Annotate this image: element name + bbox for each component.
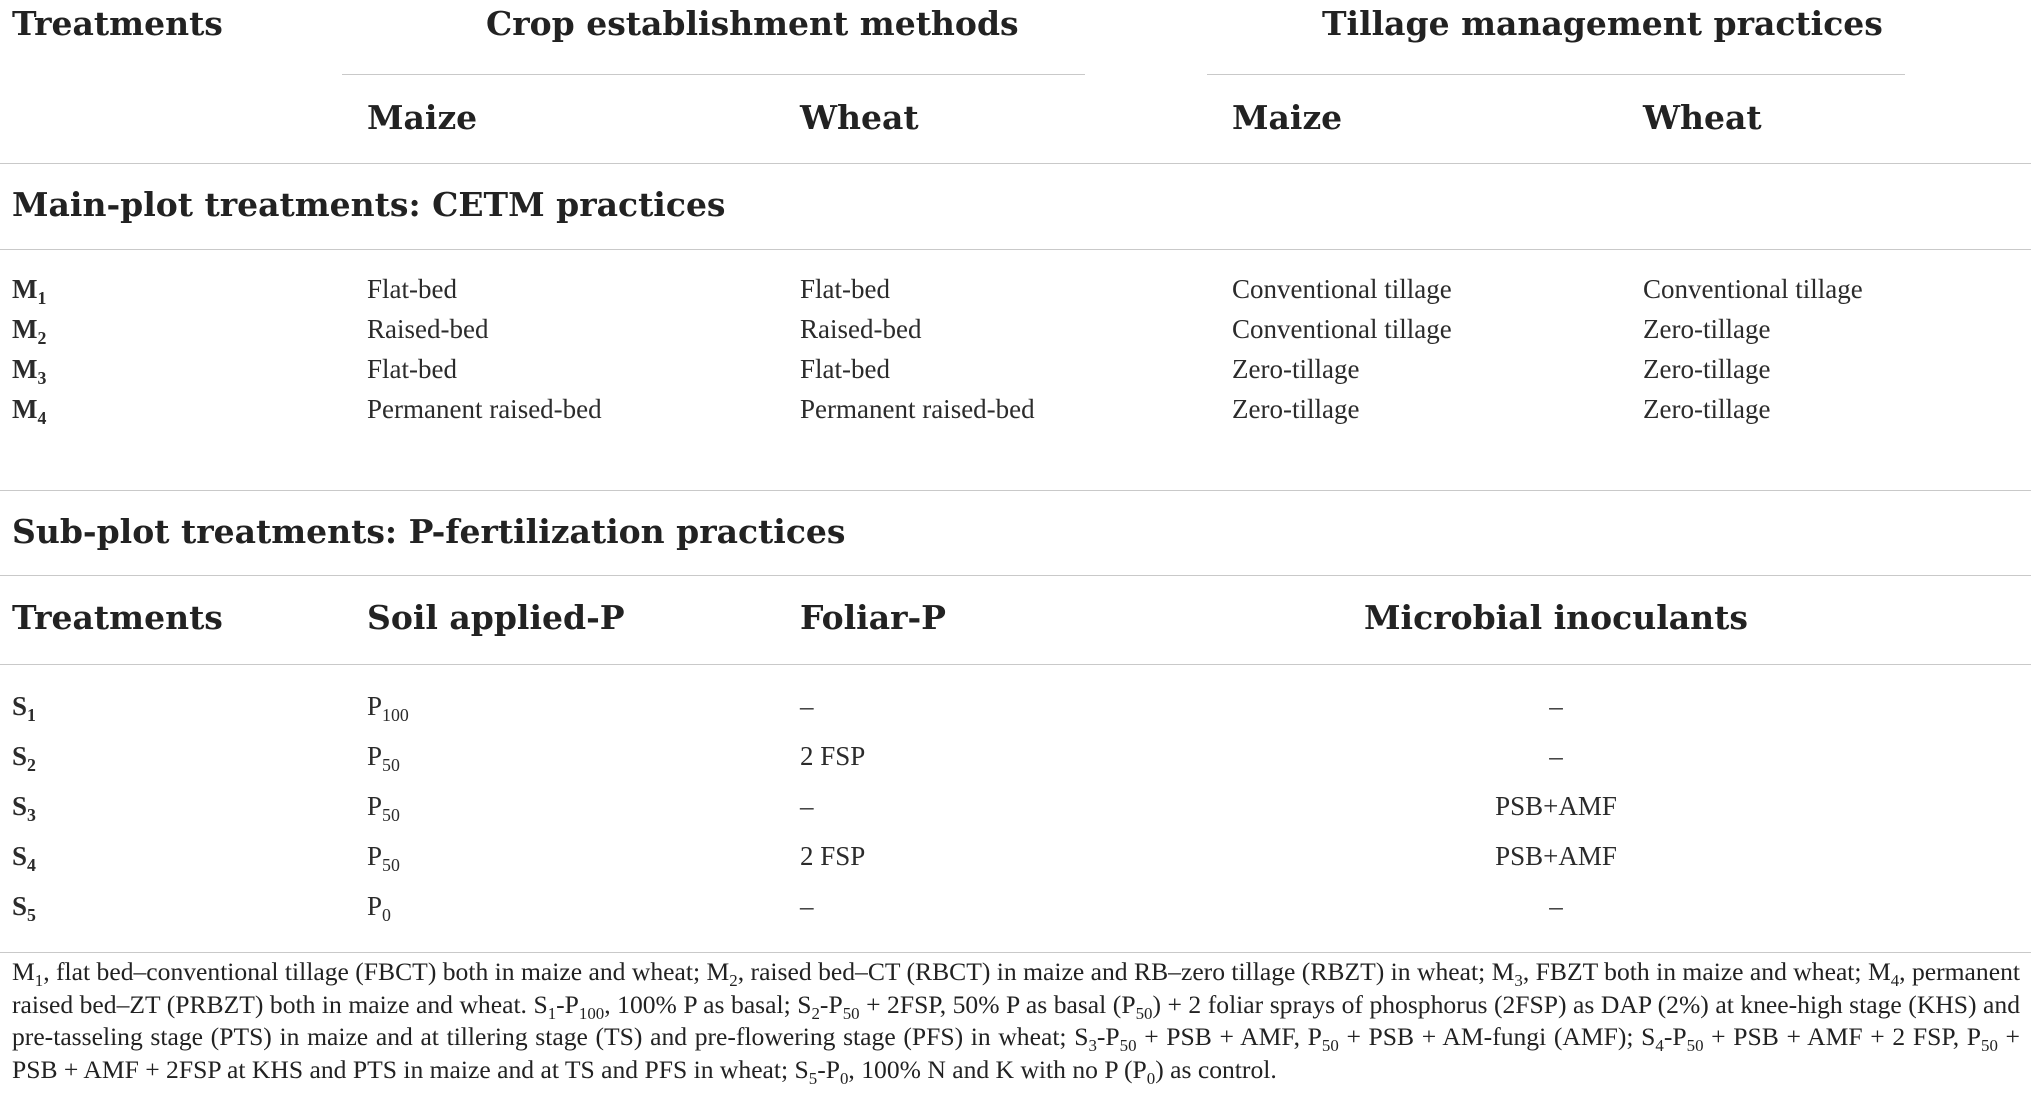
footnote-text: + PSB + AM-fungi (AMF); S xyxy=(1338,1022,1656,1051)
sub-row-id-text: S xyxy=(12,691,28,721)
footnote-subscript: 50 xyxy=(1119,1035,1137,1055)
sub-row-id xyxy=(12,691,36,726)
sub-row-id xyxy=(12,891,36,926)
sub-header-treatments: Treatments xyxy=(12,598,223,637)
footnote-text: -P xyxy=(1096,1022,1120,1051)
sub-row-soil-p-text: P xyxy=(367,791,383,821)
footnote-subscript: 1 xyxy=(34,970,44,990)
main-row-id-subscript: 3 xyxy=(37,368,47,389)
footnote-subscript: 50 xyxy=(1981,1035,1998,1055)
sub-row-id xyxy=(12,741,36,776)
sub-row-soil-p xyxy=(367,691,409,726)
sub-row-foliar-p: 2 FSP xyxy=(800,741,866,771)
footnote-text: + PSB + AMF + 2FSP at KHS and PTS in maize and at TS and PFS in wheat; S xyxy=(12,1022,2020,1084)
sub-row-id-subscript: 1 xyxy=(27,705,36,726)
footnote-subscript: 50 xyxy=(1321,1035,1339,1055)
sub-row-soil-p-subscript: 50 xyxy=(382,755,400,776)
header-tillage-management: Tillage management practices xyxy=(1322,4,1883,43)
sub-row-id-subscript: 2 xyxy=(27,755,36,776)
sub-row-id-text: S xyxy=(12,891,28,921)
main-row-id xyxy=(12,354,47,389)
sub-row-id-subscript: 5 xyxy=(27,905,36,926)
header-ce-maize: Maize xyxy=(367,98,478,137)
sub-row-microbial: – xyxy=(1549,891,1563,921)
footnote-text: -P xyxy=(819,989,843,1019)
main-row-tm-maize: Zero-tillage xyxy=(1232,354,1360,384)
sub-row-soil-p-subscript: 0 xyxy=(382,905,391,926)
footnote-text: + PSB + AMF, P xyxy=(1136,1022,1322,1051)
sub-row-soil-p-subscript: 50 xyxy=(382,805,400,826)
sub-header-foliar-p: Foliar-P xyxy=(800,598,946,637)
footnote-text: ) as control. xyxy=(1155,1054,1277,1084)
sub-header-soil-applied-p: Soil applied-P xyxy=(367,598,625,637)
main-row-id xyxy=(12,274,47,309)
group-rule-tillage xyxy=(1207,74,1905,75)
footnote-text: + PSB + AMF + 2 FSP, P xyxy=(1703,1022,1982,1051)
header-tm-wheat: Wheat xyxy=(1643,98,1762,137)
sub-section-title: Sub-plot treatments: P-fertilization practices xyxy=(12,512,846,551)
footnote-text: ) + 2 foliar sprays of phosphorus (2FSP) as DAP (2%) at knee-high stage (KHS) and pre-tasseling stage (PTS) in maize and at tillering stage (TS) and pre-flowering stage (PFS) in wheat; S xyxy=(12,989,2021,1051)
sub-row-id-text: S xyxy=(12,841,28,871)
sub-row-microbial: – xyxy=(1549,691,1563,721)
footnote-subscript: 100 xyxy=(578,1003,605,1023)
header-tm-maize: Maize xyxy=(1232,98,1343,137)
table-bottom-rule xyxy=(0,952,2031,953)
sub-row-soil-p-subscript: 50 xyxy=(382,855,400,876)
header-rule xyxy=(0,163,2031,164)
sub-header-rule xyxy=(0,664,2031,665)
sub-row-id-text: S xyxy=(12,741,28,771)
sub-row-soil-p xyxy=(367,791,400,826)
footnote-subscript: 3 xyxy=(1088,1035,1097,1055)
sub-row-microbial: – xyxy=(1549,741,1563,771)
footnote-text: , raised bed–CT (RBCT) in maize and RB–zero tillage (RBZT) in wheat; M xyxy=(737,957,1515,986)
sub-row-soil-p-text: P xyxy=(367,691,383,721)
main-row-id-subscript: 1 xyxy=(37,288,47,309)
main-row-ce-maize: Raised-bed xyxy=(367,314,489,344)
sub-row-id-text: S xyxy=(12,791,28,821)
sub-row-id xyxy=(12,841,36,876)
main-row-tm-wheat: Zero-tillage xyxy=(1643,314,1771,344)
footnote-subscript: 50 xyxy=(842,1003,860,1023)
table-footnote xyxy=(12,956,2020,1086)
main-row-id-text: M xyxy=(12,314,38,344)
main-row-tm-maize: Conventional tillage xyxy=(1232,274,1452,304)
sub-section-rule xyxy=(0,575,2031,576)
footnote-text: -P xyxy=(556,989,579,1019)
sub-row-id xyxy=(12,791,36,826)
sub-header-microbial-inoculants: Microbial inoculants xyxy=(1364,598,1748,637)
header-ce-wheat: Wheat xyxy=(800,98,919,137)
main-row-id-text: M xyxy=(12,354,38,384)
main-row-ce-wheat: Flat-bed xyxy=(800,274,890,304)
main-row-ce-wheat: Permanent raised-bed xyxy=(800,394,1035,424)
footnote-text: -P xyxy=(1663,1022,1687,1051)
main-row-tm-wheat: Conventional tillage xyxy=(1643,274,1863,304)
sub-row-soil-p-text: P xyxy=(367,741,383,771)
main-row-tm-wheat: Zero-tillage xyxy=(1643,394,1771,424)
main-row-ce-wheat: Flat-bed xyxy=(800,354,890,384)
footnote-subscript: 0 xyxy=(839,1068,849,1088)
footnote-subscript: 1 xyxy=(547,1003,557,1023)
sub-row-soil-p-subscript: 100 xyxy=(382,705,409,726)
main-row-ce-maize: Permanent raised-bed xyxy=(367,394,602,424)
header-treatments: Treatments xyxy=(12,4,223,43)
sub-row-foliar-p: 2 FSP xyxy=(800,841,866,871)
footnote-subscript: 4 xyxy=(1655,1035,1664,1055)
main-row-tm-maize: Zero-tillage xyxy=(1232,394,1360,424)
main-row-ce-maize: Flat-bed xyxy=(367,274,457,304)
footnote-text: M xyxy=(12,957,35,986)
footnote-text: , FBZT both in maize and wheat; M xyxy=(1522,957,1891,986)
sub-row-soil-p-text: P xyxy=(367,841,383,871)
sub-row-soil-p xyxy=(367,741,400,776)
sub-row-foliar-p: – xyxy=(800,791,814,821)
main-row-ce-wheat: Raised-bed xyxy=(800,314,922,344)
main-row-id-text: M xyxy=(12,394,38,424)
footnote-subscript: 5 xyxy=(808,1068,818,1088)
sub-row-microbial: PSB+AMF xyxy=(1495,841,1617,871)
footnote-text: , permanent raised bed–ZT (PRBZT) both in maize and wheat. S xyxy=(12,957,2020,1019)
footnote-subscript: 2 xyxy=(811,1003,820,1023)
main-row-id xyxy=(12,314,47,349)
main-row-ce-maize: Flat-bed xyxy=(367,354,457,384)
footnote-subscript: 0 xyxy=(1146,1068,1156,1088)
main-row-tm-maize: Conventional tillage xyxy=(1232,314,1452,344)
sub-row-soil-p xyxy=(367,841,400,876)
header-crop-establishment: Crop establishment methods xyxy=(486,4,1019,43)
sub-row-soil-p-text: P xyxy=(367,891,383,921)
footnote-subscript: 2 xyxy=(729,970,738,990)
footnote-text: + 2FSP, 50% P as basal (P xyxy=(859,989,1136,1019)
footnote-subscript: 50 xyxy=(1686,1035,1704,1055)
main-bottom-rule xyxy=(0,490,2031,491)
main-section-rule xyxy=(0,249,2031,250)
main-row-id-subscript: 4 xyxy=(37,408,47,429)
sub-row-microbial: PSB+AMF xyxy=(1495,791,1617,821)
main-row-tm-wheat: Zero-tillage xyxy=(1643,354,1771,384)
main-row-id-text: M xyxy=(12,274,38,304)
footnote-subscript: 4 xyxy=(1890,970,1900,990)
footnote-text: , 100% P as basal; S xyxy=(604,989,812,1019)
footnote-text: -P xyxy=(817,1054,840,1084)
sub-row-id-subscript: 4 xyxy=(27,855,36,876)
footnote-subscript: 3 xyxy=(1514,970,1523,990)
main-row-id-subscript: 2 xyxy=(37,328,47,349)
footnote-text: , 100% N and K with no P (P xyxy=(848,1054,1147,1084)
sub-row-foliar-p: – xyxy=(800,691,814,721)
sub-row-soil-p xyxy=(367,891,391,926)
footnote-subscript: 50 xyxy=(1135,1003,1153,1023)
sub-row-foliar-p: – xyxy=(800,891,814,921)
main-section-title: Main-plot treatments: CETM practices xyxy=(12,185,726,224)
main-row-id xyxy=(12,394,47,429)
group-rule-crop xyxy=(342,74,1085,75)
sub-row-id-subscript: 3 xyxy=(27,805,36,826)
footnote-text: , flat bed–conventional tillage (FBCT) both in maize and wheat; M xyxy=(43,957,730,986)
